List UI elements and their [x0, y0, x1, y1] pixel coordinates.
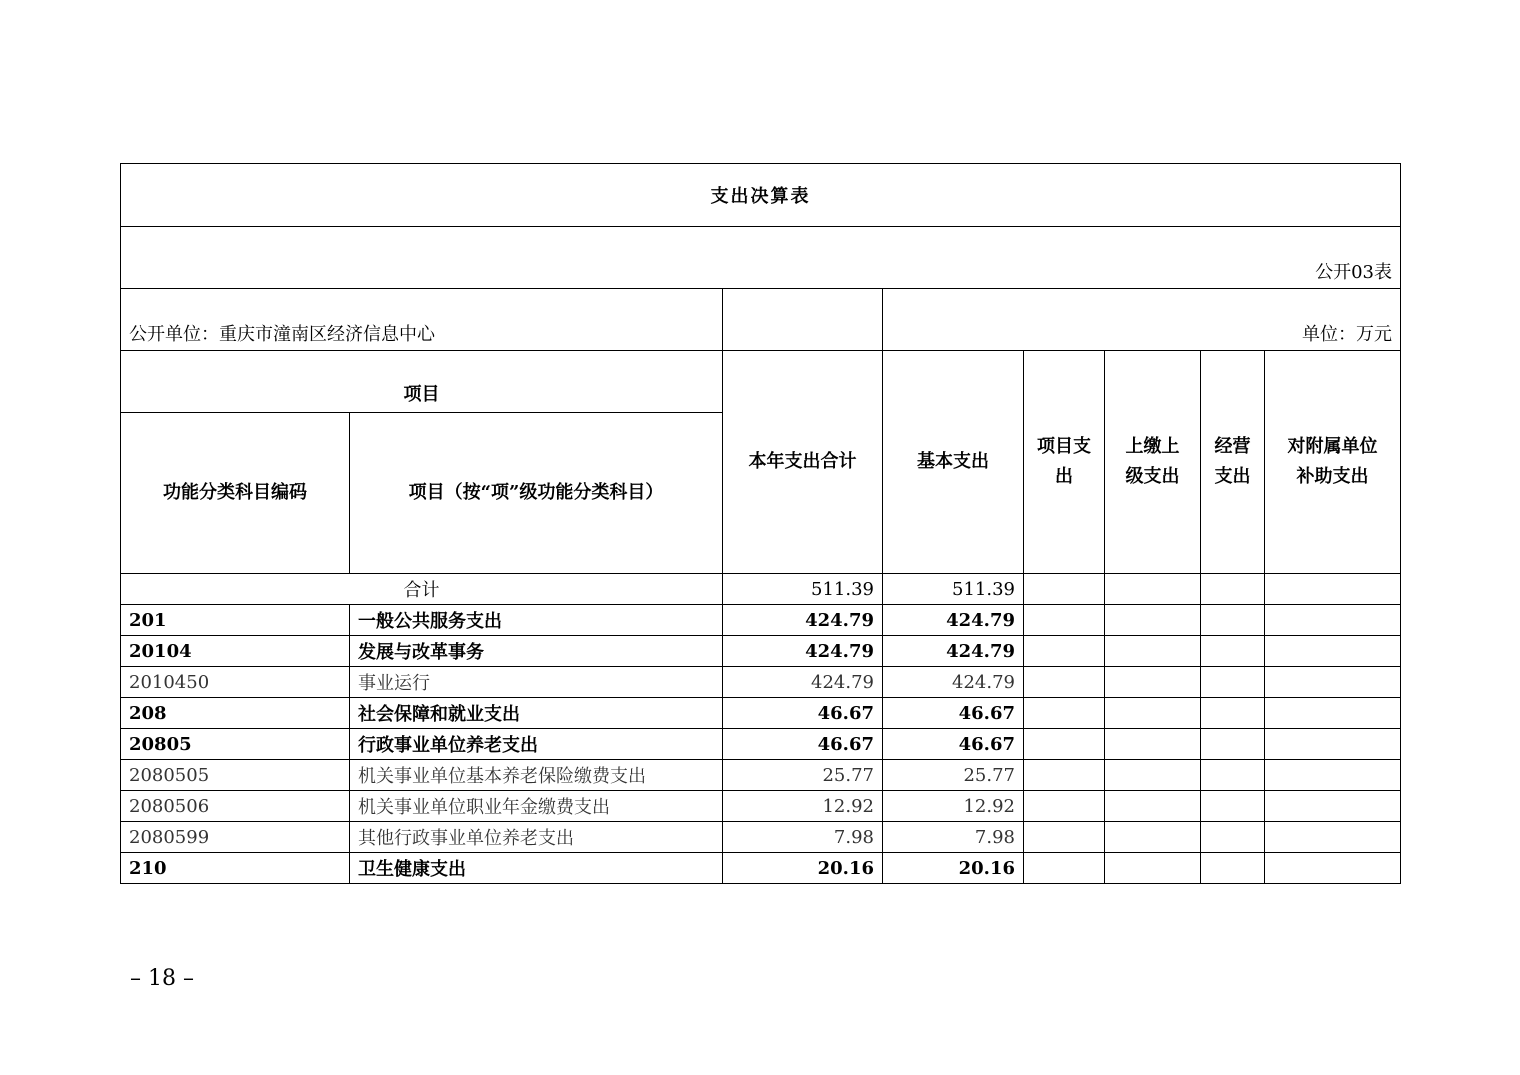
row-total: 25.77: [723, 760, 883, 791]
row-total: 12.92: [723, 791, 883, 822]
page-number: – 18 –: [130, 966, 194, 991]
table-row: [121, 667, 1401, 698]
row-basic: 424.79: [883, 667, 1024, 698]
row-name: 一般公共服务支出: [350, 605, 723, 636]
unit-measure: 单位：万元: [883, 289, 1401, 351]
row-name: 发展与改革事务: [350, 636, 723, 667]
header-code: 功能分类科目编码: [121, 413, 350, 574]
header-basic: 基本支出: [883, 351, 1024, 574]
table-row: [121, 791, 1401, 822]
row-code: 201: [121, 605, 350, 636]
header-subsidy: 对附属单位补助支出: [1265, 351, 1401, 574]
row-code: 2080599: [121, 822, 350, 853]
unit-label: 公开单位：重庆市潼南区经济信息中心: [121, 289, 723, 351]
row-name: 机关事业单位职业年金缴费支出: [350, 791, 723, 822]
row-name: 社会保障和就业支出: [350, 698, 723, 729]
page-title: 支出决算表: [121, 164, 1401, 227]
table-row: [121, 636, 1401, 667]
empty-cell: [723, 289, 883, 351]
row-code: 210: [121, 853, 350, 884]
row-code: 2080506: [121, 791, 350, 822]
row-name: 卫生健康支出: [350, 853, 723, 884]
table-row: [121, 760, 1401, 791]
row-total: 424.79: [723, 636, 883, 667]
header-total: 本年支出合计: [723, 351, 883, 574]
table-row: [121, 822, 1401, 853]
row-basic: 25.77: [883, 760, 1024, 791]
row-name: 行政事业单位养老支出: [350, 729, 723, 760]
total-label: 合计: [121, 574, 723, 605]
header-project: 项目: [121, 351, 723, 413]
row-basic: 12.92: [883, 791, 1024, 822]
header-upper-payment: 上缴上级支出: [1105, 351, 1201, 574]
row-basic: 7.98: [883, 822, 1024, 853]
table-row: [121, 729, 1401, 760]
row-basic: 20.16: [883, 853, 1024, 884]
expenditure-table: [120, 163, 1401, 884]
row-basic: 424.79: [883, 605, 1024, 636]
row-code: 20805: [121, 729, 350, 760]
row-total: 424.79: [723, 667, 883, 698]
row-basic: 46.67: [883, 729, 1024, 760]
row-code: 2080505: [121, 760, 350, 791]
table-row: [121, 605, 1401, 636]
row-name: 机关事业单位基本养老保险缴费支出: [350, 760, 723, 791]
row-code: 208: [121, 698, 350, 729]
table-row: [121, 853, 1401, 884]
header-item: 项目（按“项”级功能分类科目）: [350, 413, 723, 574]
row-basic: 46.67: [883, 698, 1024, 729]
total-basic: 511.39: [883, 574, 1024, 605]
total-row: [121, 574, 1401, 605]
row-total: 7.98: [723, 822, 883, 853]
header-project-expense: 项目支出: [1024, 351, 1105, 574]
row-total: 20.16: [723, 853, 883, 884]
total-amount: 511.39: [723, 574, 883, 605]
table-row: [121, 698, 1401, 729]
row-total: 46.67: [723, 698, 883, 729]
row-total: 46.67: [723, 729, 883, 760]
row-code: 20104: [121, 636, 350, 667]
row-code: 2010450: [121, 667, 350, 698]
row-name: 其他行政事业单位养老支出: [350, 822, 723, 853]
form-number: 公开03表: [121, 227, 1401, 289]
row-name: 事业运行: [350, 667, 723, 698]
row-basic: 424.79: [883, 636, 1024, 667]
header-business-expense: 经营支出: [1201, 351, 1265, 574]
row-total: 424.79: [723, 605, 883, 636]
